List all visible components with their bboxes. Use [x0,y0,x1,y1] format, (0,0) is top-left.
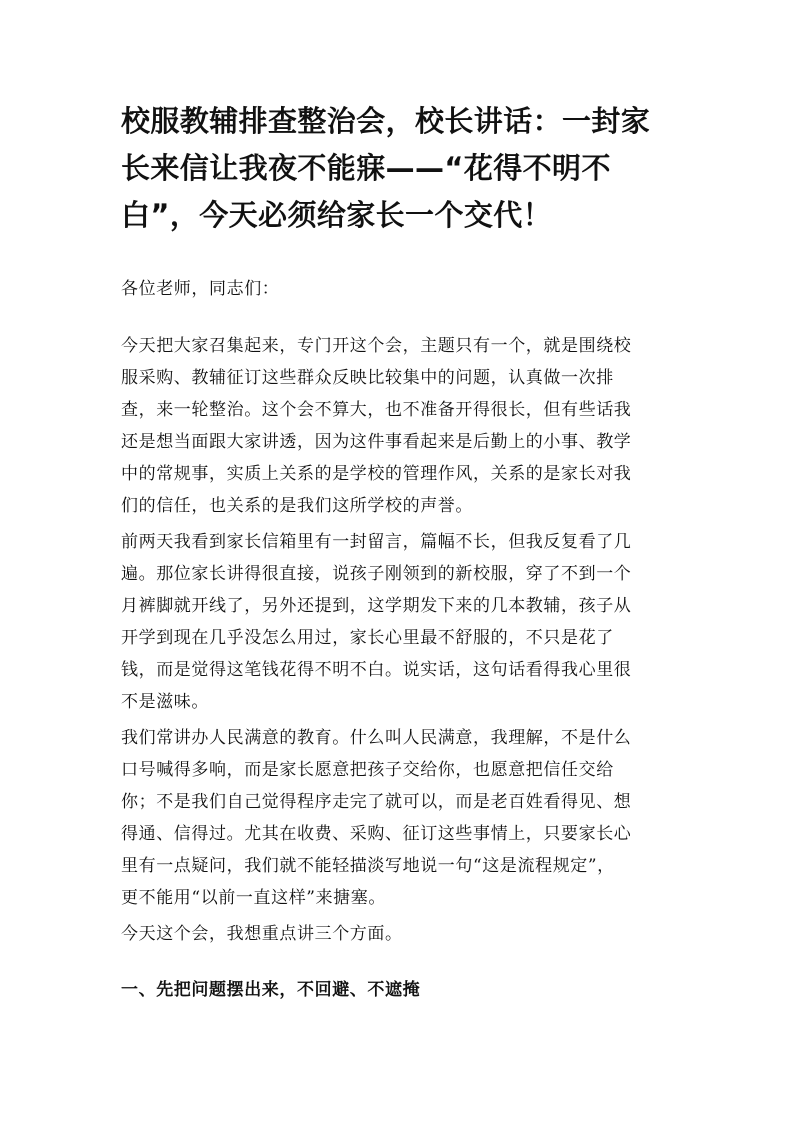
title-line: 校服教辅排查整治会，校长讲话：一封家 [121,104,651,138]
text-line: 遍。那位家长讲得很直接，说孩子刚领到的新校服，穿了不到一个 [121,564,632,584]
text-line: 开学到现在几乎没怎么用过，家长心里最不舒服的，不只是花了 [121,628,614,648]
text-line: 里有一点疑问，我们就不能轻描淡写地说一句“这是流程规定”， [121,856,615,876]
section-heading: 一、先把问题摆出来，不回避、不遮掩 [121,980,421,1000]
text-line: 口号喊得多响，而是家长愿意把孩子交给你，也愿意把信任交给 [121,760,614,780]
text-line: 查，来一轮整治。这个会不算大，也不准备开得很长，但有些话我 [121,400,632,420]
text-line: 我们常讲办人民满意的教育。什么叫人民满意，我理解，不是什么 [121,728,632,748]
paragraph-3 [121,722,673,914]
article-title [121,98,673,239]
text-line: 服采购、教辅征订这些群众反映比较集中的问题，认真做一次排 [121,368,614,388]
text-line: 钱，而是觉得这笔钱花得不明不白。说实话，这句话看得我心里很 [121,660,632,680]
greeting: 各位老师，同志们： [121,279,280,299]
title-line: 长来信让我夜不能寐——“花得不明不 [121,151,611,185]
text-line: 中的常规事，实质上关系的是学校的管理作风，关系的是家长对我 [121,464,632,484]
text-line: 今天把大家召集起来，专门开这个会，主题只有一个，就是围绕校 [121,336,632,356]
paragraph-4: 今天这个会，我想重点讲三个方面。 [121,924,403,944]
text-line: 得通、信得过。尤其在收费、采购、征订这些事情上，只要家长心 [121,824,632,844]
text-line: 更不能用“以前一直这样”来搪塞。 [121,888,386,908]
paragraph-1 [121,330,673,522]
text-line: 月裤脚就开线了，另外还提到，这学期发下来的几本教辅，孩子从 [121,596,632,616]
text-line: 不是滋味。 [121,692,209,712]
text-line: 前两天我看到家长信箱里有一封留言，篇幅不长，但我反复看了几 [121,532,632,552]
paragraph-2 [121,526,673,718]
text-line: 们的信任，也关系的是我们这所学校的声誉。 [121,496,473,516]
text-line: 还是想当面跟大家讲透，因为这件事看起来是后勤上的小事、教学 [121,432,632,452]
title-line: 白”，今天必须给家长一个交代！ [121,198,553,232]
text-line: 你；不是我们自己觉得程序走完了就可以，而是老百姓看得见、想 [121,792,632,812]
